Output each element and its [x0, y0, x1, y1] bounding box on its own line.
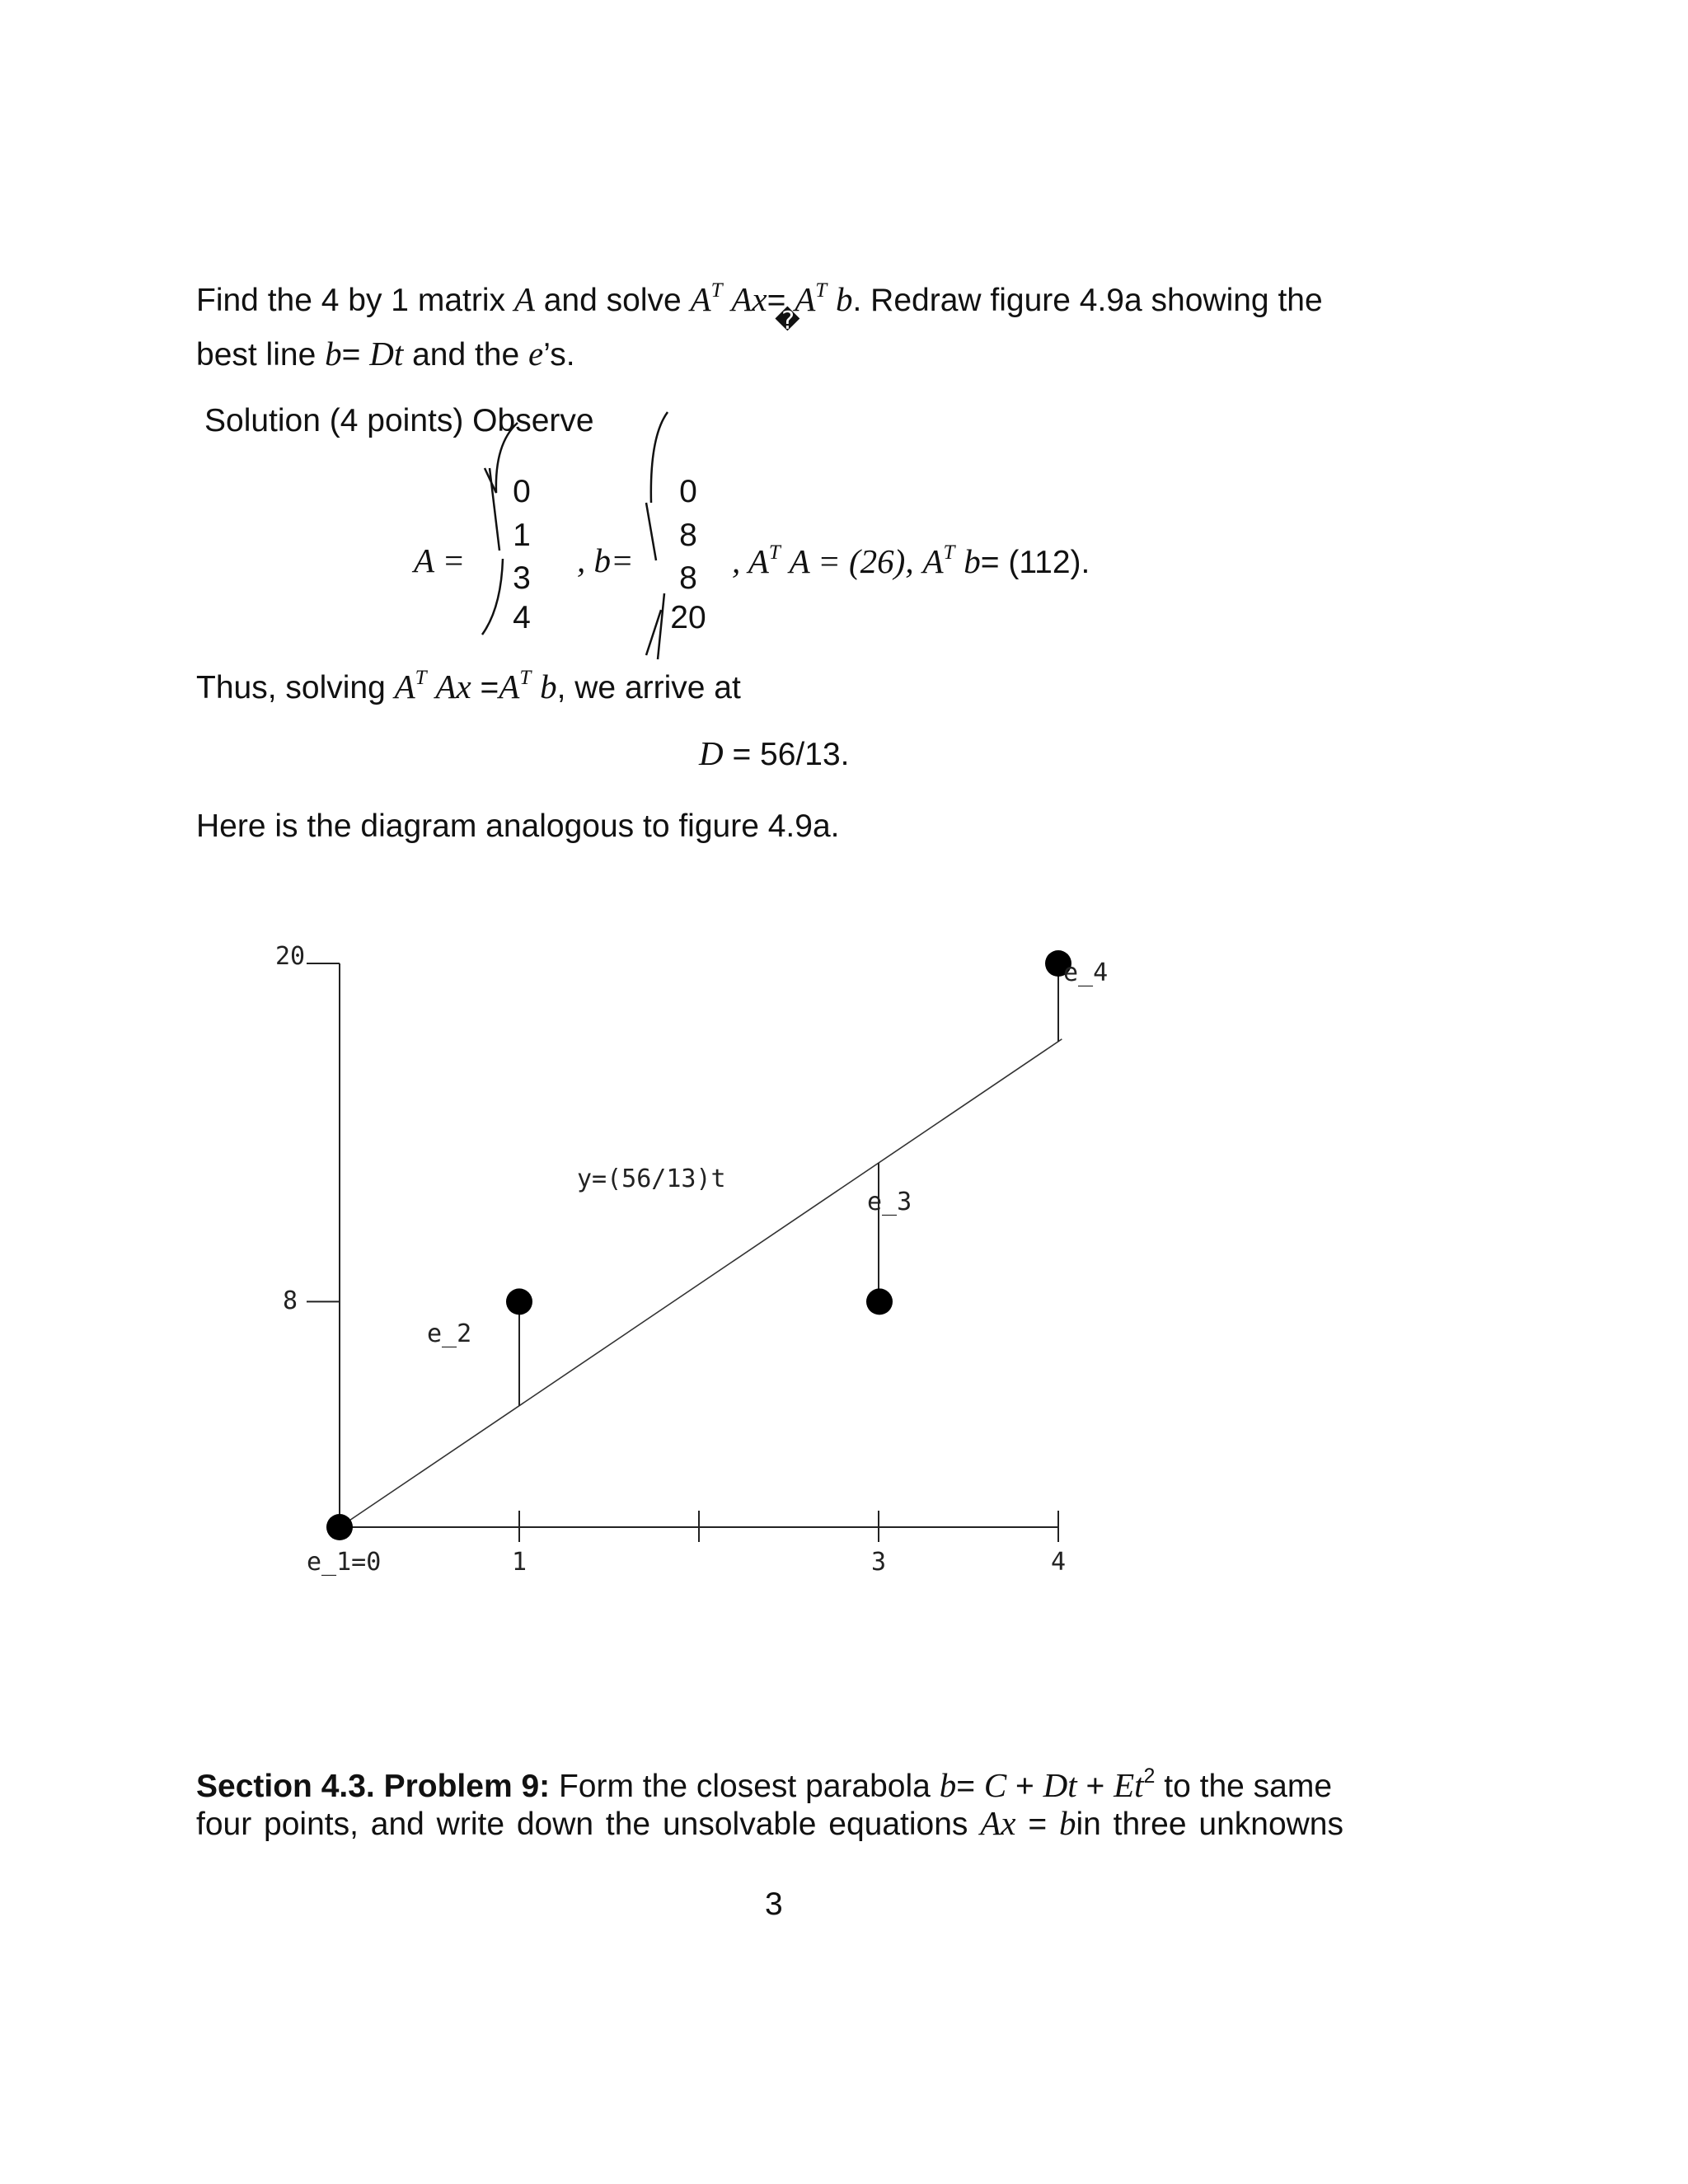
problem-statement-line-2: best line b= Dt and the e’s.: [196, 335, 575, 373]
d-result: D = 56/13.: [699, 734, 850, 772]
section-heading-line-1: Section 4.3. Problem 9: Form the closest parabola $b= C + Dt + Et^2$ to the same: [196, 1765, 1333, 1804]
matrix-a-entry-3: 4: [513, 600, 531, 635]
diagram-labels: [307, 958, 1108, 1577]
garbled-glyph: �: [775, 307, 800, 335]
data-point-2: [506, 1288, 532, 1315]
y-tick-label-8: 8: [282, 1286, 298, 1315]
vector-b-entry-1: 8: [679, 518, 697, 553]
solution-label: Solution (4 points) Observe: [204, 403, 594, 438]
x-tick-label-4: 4: [1050, 1548, 1067, 1577]
diagram-intro: Here is the diagram analogous to figure 4.9a.: [196, 808, 840, 844]
x-tick-label-1: 1: [511, 1548, 528, 1577]
matrix-a-entry-1: 1: [513, 518, 531, 553]
fit-line-label: y=(56/13)t: [577, 1165, 726, 1193]
x-tick-label-3: 3: [870, 1548, 887, 1577]
vector-b-entry-2: 8: [679, 560, 697, 596]
diagram-axes: [275, 942, 1066, 1577]
page-number: 3: [765, 1886, 783, 1922]
section-heading-line-2: four points, and write down the unsolvable equations Ax = bin three unknowns: [196, 1804, 1343, 1842]
vector-b-entry-0: 0: [679, 474, 697, 509]
matrix-a-entry-0: 0: [513, 474, 531, 509]
thus-solving-line: Thus, solving $A^T$ $Ax =A^T$ b, we arrive at: [196, 667, 741, 705]
data-point-1: [326, 1514, 353, 1540]
vector-b-entry-3: 20: [670, 600, 706, 635]
data-point-3: [866, 1288, 893, 1315]
data-points: [326, 950, 1071, 1540]
error-label-1: e_1=0: [307, 1548, 382, 1577]
y-tick-label-20: 20: [274, 942, 306, 971]
matrix-a-label: A =: [414, 541, 466, 579]
matrix-a-entry-2: 3: [513, 560, 531, 596]
problem-statement-line-1: Find the 4 by 1 matrix A and solve $A^T$ $Ax= A^T$ b. Redraw figure 4.9a showing the: [196, 279, 1323, 318]
error-label-3: e_3: [867, 1188, 912, 1216]
fit-line-group: [340, 1039, 1062, 1527]
normal-equation-results: , $A^T$ A = (26), $A^T$ b= (112).: [732, 541, 1090, 580]
error-label-4: e_4: [1063, 958, 1109, 987]
vector-b-label: , b=: [577, 541, 634, 579]
section-title: Section 4.3. Problem 9:: [196, 1769, 551, 1804]
error-label-2: e_2: [427, 1319, 472, 1348]
fit-line: [340, 1039, 1062, 1527]
